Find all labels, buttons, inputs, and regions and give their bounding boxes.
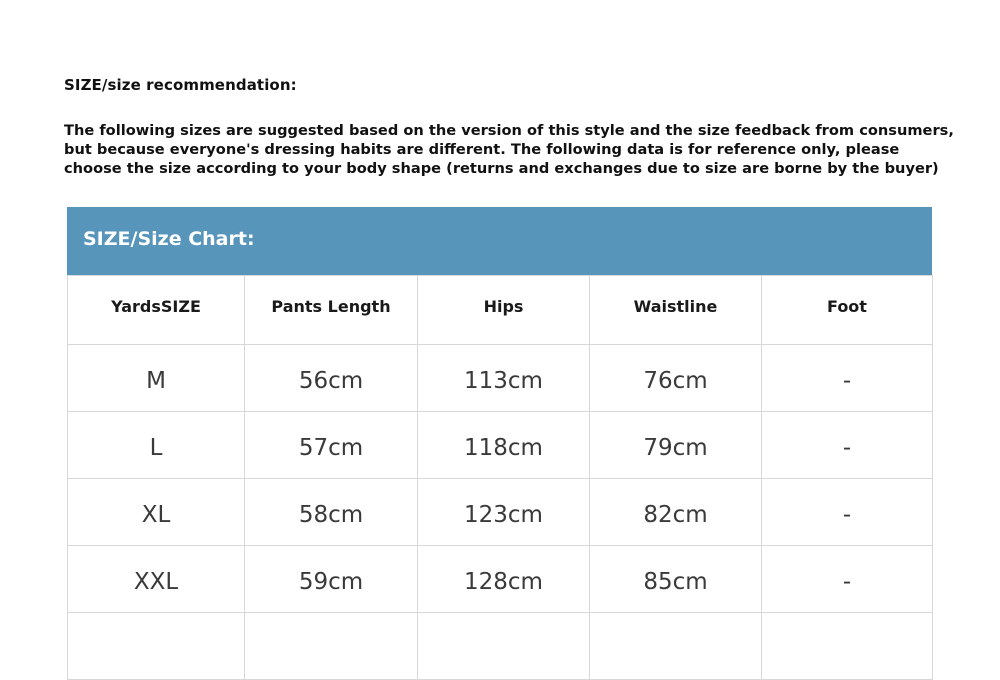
size-cell: M: [68, 345, 245, 412]
intro-line-2: but because everyone's dressing habits are different. The following data is for reference only, please: [64, 141, 900, 158]
empty-cell: [418, 613, 590, 680]
waistline-cell: 79cm: [590, 412, 762, 479]
size-cell: XL: [68, 479, 245, 546]
table-row: [68, 546, 933, 613]
waistline-cell: 82cm: [590, 479, 762, 546]
hips-cell: 128cm: [418, 546, 590, 613]
size-chart-header: [67, 207, 932, 275]
column-header-yards-size: YardsSIZE: [68, 276, 245, 345]
size-chart: [67, 207, 932, 647]
pants-length-cell: 59cm: [245, 546, 418, 613]
table-header-row: [68, 276, 933, 345]
table-row: [68, 345, 933, 412]
column-header-waistline: Waistline: [590, 276, 762, 345]
foot-cell: -: [762, 412, 933, 479]
foot-cell: -: [762, 546, 933, 613]
empty-table-row: [68, 613, 933, 680]
empty-cell: [245, 613, 418, 680]
pants-length-cell: 57cm: [245, 412, 418, 479]
size-table: [67, 275, 933, 680]
empty-cell: [68, 613, 245, 680]
empty-cell: [762, 613, 933, 680]
pants-length-cell: 56cm: [245, 345, 418, 412]
intro-line-1: The following sizes are suggested based on the version of this style and the size feedback from consumers,: [64, 122, 954, 139]
hips-cell: 113cm: [418, 345, 590, 412]
intro-line-3: choose the size according to your body shape (returns and exchanges due to size are borne by the buyer): [64, 160, 939, 177]
size-cell: XXL: [68, 546, 245, 613]
empty-cell: [590, 613, 762, 680]
table-row: [68, 479, 933, 546]
hips-cell: 118cm: [418, 412, 590, 479]
column-header-foot: Foot: [762, 276, 933, 345]
foot-cell: -: [762, 479, 933, 546]
size-cell: L: [68, 412, 245, 479]
size-chart-title: SIZE/Size Chart:: [83, 228, 255, 250]
size-recommendation-text: [64, 121, 964, 178]
hips-cell: 123cm: [418, 479, 590, 546]
table-row: [68, 412, 933, 479]
column-header-hips: Hips: [418, 276, 590, 345]
waistline-cell: 85cm: [590, 546, 762, 613]
foot-cell: -: [762, 345, 933, 412]
column-header-pants-length: Pants Length: [245, 276, 418, 345]
size-recommendation-heading: SIZE/size recommendation:: [64, 76, 297, 94]
waistline-cell: 76cm: [590, 345, 762, 412]
pants-length-cell: 58cm: [245, 479, 418, 546]
